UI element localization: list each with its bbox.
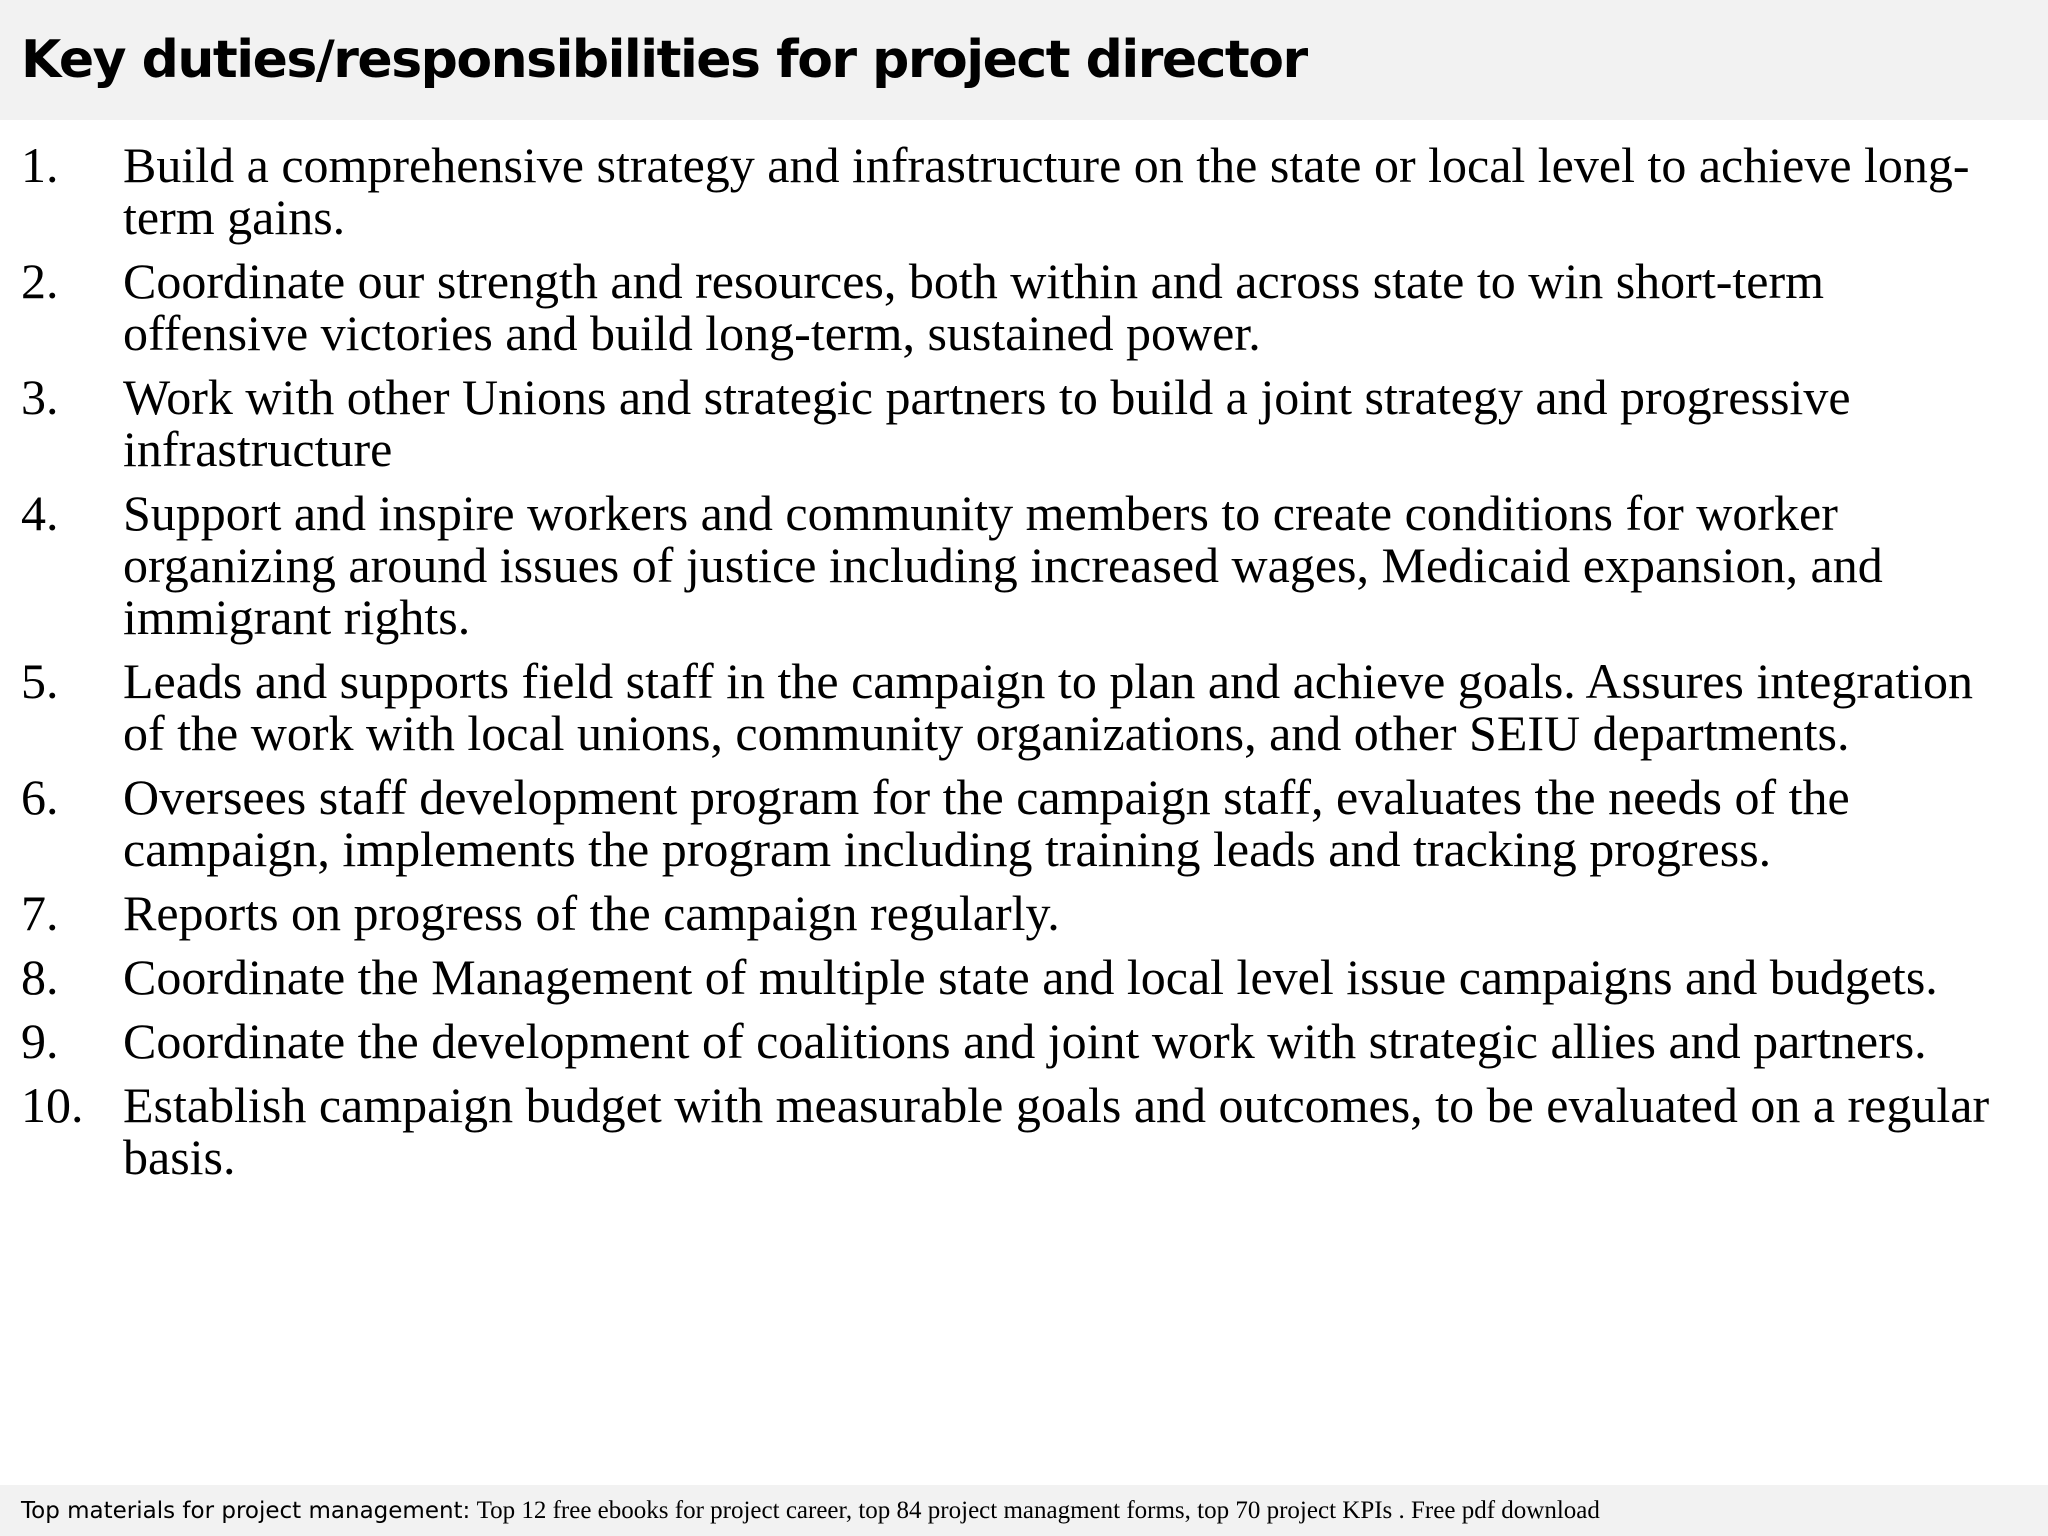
item-text: Establish campaign budget with measurable goals and outcomes, to be evaluated on a regular basis. <box>123 1077 1990 1185</box>
list-item <box>0 1015 2008 1067</box>
list-item <box>0 1079 2008 1183</box>
item-number: 5. <box>21 653 59 709</box>
item-text: Leads and supports field staff in the campaign to plan and achieve goals. Assures integration of the work with local unions, community organizations, and other SEIU departments. <box>123 653 1973 761</box>
item-number: 8. <box>21 949 59 1005</box>
list-item <box>0 487 2008 643</box>
list-item <box>0 655 2008 759</box>
page-title: Key duties/responsibilities for project director <box>21 30 1307 90</box>
item-number: 9. <box>21 1013 59 1069</box>
list-item <box>0 371 2008 475</box>
item-number: 7. <box>21 885 59 941</box>
item-text: Work with other Unions and strategic partners to build a joint strategy and progressive infrastructure <box>123 369 1851 477</box>
item-number: 4. <box>21 485 59 541</box>
list-item <box>0 255 2008 359</box>
footer-bar <box>0 1485 2048 1536</box>
item-text: Coordinate our strength and resources, both within and across state to win short-term offensive victories and build long-term, sustained power. <box>123 253 1825 361</box>
footer-text <box>21 1495 1600 1527</box>
item-text: Reports on progress of the campaign regularly. <box>123 885 1060 941</box>
item-text: Build a comprehensive strategy and infrastructure on the state or local level to achieve long-term gains. <box>123 137 1970 245</box>
item-number: 1. <box>21 137 59 193</box>
footer-lead: Top materials for project management: <box>21 1498 471 1524</box>
item-text: Support and inspire workers and community members to create conditions for worker organizing around issues of justice including increased wages, Medicaid expansion, and immigrant rights. <box>123 485 1883 645</box>
item-text: Coordinate the development of coalitions and joint work with strategic allies and partners. <box>123 1013 1927 1069</box>
title-bar <box>0 0 2048 120</box>
list-item <box>0 771 2008 875</box>
list-item <box>0 887 2008 939</box>
item-number: 3. <box>21 369 59 425</box>
item-number: 2. <box>21 253 59 309</box>
item-text: Coordinate the Management of multiple state and local level issue campaigns and budgets. <box>123 949 1938 1005</box>
list-item <box>0 139 2008 243</box>
list-item <box>0 951 2008 1003</box>
item-number: 10. <box>21 1077 84 1133</box>
footer-links: Top 12 free ebooks for project career, top 84 project managment forms, top 70 project KPIs . Free pdf download <box>476 1497 1600 1524</box>
item-text: Oversees staff development program for the campaign staff, evaluates the needs of the campaign, implements the program including training leads and tracking progress. <box>123 769 1850 877</box>
item-number: 6. <box>21 769 59 825</box>
duties-list <box>0 139 2048 1195</box>
